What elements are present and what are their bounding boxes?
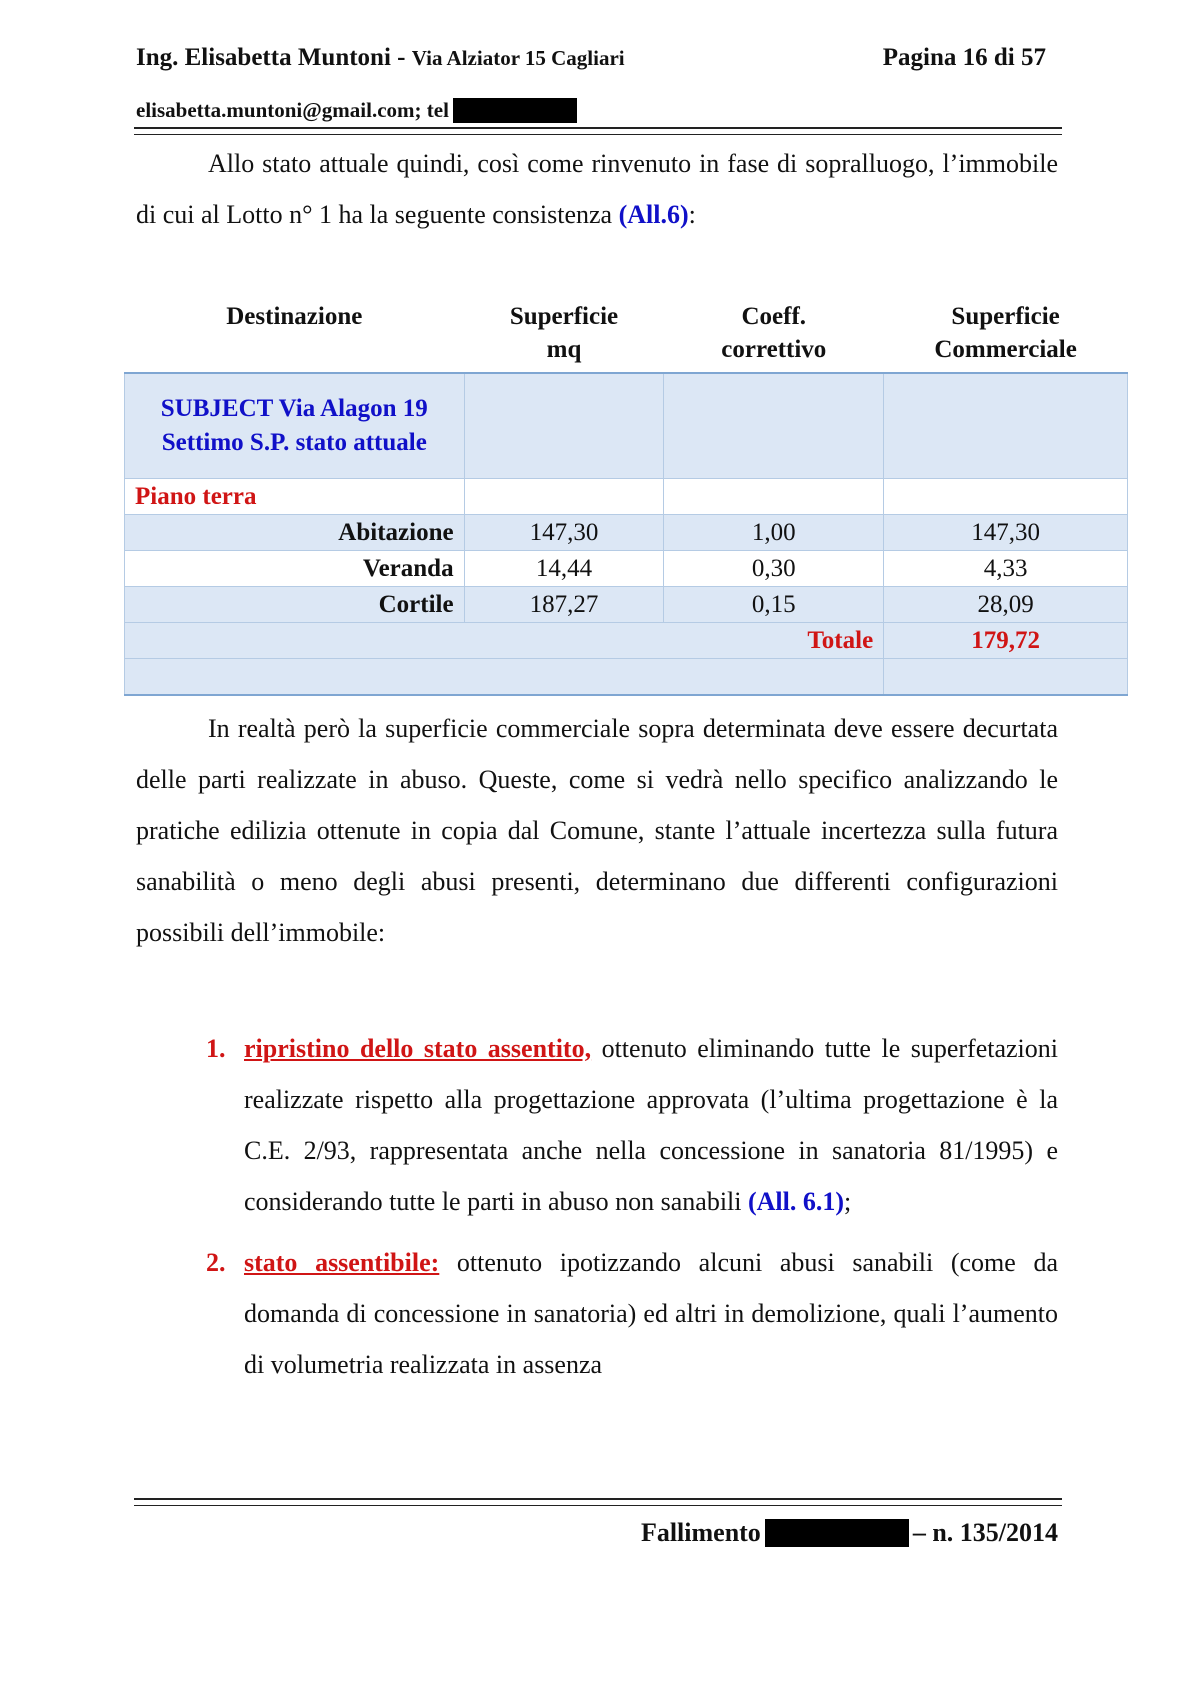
footer-divider	[134, 1498, 1062, 1506]
author-name: Ing. Elisabetta Muntoni - Via Alziator 15 Cagliari	[136, 44, 625, 71]
page-number: Pagina 16 di 57	[882, 44, 1046, 71]
attachment-ref: (All.6)	[618, 200, 689, 229]
floor-row	[125, 479, 1128, 515]
intro-paragraph: Allo stato attuale quindi, così come rinvenuto in fase di sopralluogo, l’immobile di cui al Lotto n° 1 ha la seguente consistenza (All.6):	[136, 149, 1058, 229]
table-header-row	[125, 296, 1128, 373]
table-row: Veranda 14,44 0,30 4,33	[125, 551, 1128, 587]
empty-row	[125, 659, 1128, 696]
table-row: Cortile 187,27 0,15 28,09	[125, 587, 1128, 623]
page-header	[136, 44, 1060, 122]
body-paragraph: In realtà però la superficie commerciale sopra determinata deve essere decurtata delle parti realizzate in abuso. Queste, come si vedrà nello specifico analizzando le pratiche edilizia ottenute in copia dal Comune, stante l’attuale incertezza sulla futura sanabilità o meno degli abusi presenti, determinano due differenti configurazioni possibili dell’immobile:	[136, 714, 1058, 947]
attachment-ref: (All. 6.1)	[748, 1187, 845, 1216]
col-header-coeff: Coeff. correttivo	[664, 296, 884, 373]
configuration-list	[206, 1023, 1058, 1400]
table-row: Abitazione 147,30 1,00 147,30	[125, 515, 1128, 551]
page-footer: Fallimento – n. 135/2014	[640, 1518, 1058, 1547]
list-item: 1. ripristino dello stato assentito, ottenuto eliminando tutte le superfetazioni realizzate rispetto alla progettazione approvata (l’ultima progettazione è la C.E. 2/93, rappresentata anche nella concessione in sanatoria 81/1995) e considerando tutte le parti in abuso non sanabili (All. 6.1);	[206, 1034, 1058, 1216]
redacted-company	[765, 1519, 909, 1547]
col-header-commerciale: Superficie Commerciale	[884, 296, 1128, 373]
list-item-title: ripristino dello stato assentito,	[244, 1034, 592, 1063]
list-item-title: stato assentibile:	[244, 1248, 440, 1277]
list-item: 2. stato assentibile: ottenuto ipotizzando alcuni abusi sanabili (come da domanda di concessione in sanatoria) ed altri in demolizione, quali l’aumento di volumetria realizzata in assenza	[206, 1248, 1058, 1379]
subject-label: SUBJECT Via Alagon 19 Settimo S.P. stato attuale	[125, 373, 465, 479]
total-row	[125, 623, 1128, 659]
subject-row	[125, 373, 1128, 479]
total-label: Totale	[125, 623, 884, 659]
col-header-destinazione: Destinazione	[125, 296, 465, 373]
floor-label: Piano terra	[125, 479, 465, 515]
total-value: 179,72	[884, 623, 1128, 659]
header-divider	[134, 127, 1062, 135]
consistency-table	[124, 296, 1128, 696]
redacted-phone	[453, 98, 577, 123]
col-header-superficie: Superficie mq	[464, 296, 664, 373]
author-contact: elisabetta.muntoni@gmail.com; tel	[136, 98, 577, 123]
author-address: Via Alziator 15 Cagliari	[411, 46, 625, 70]
